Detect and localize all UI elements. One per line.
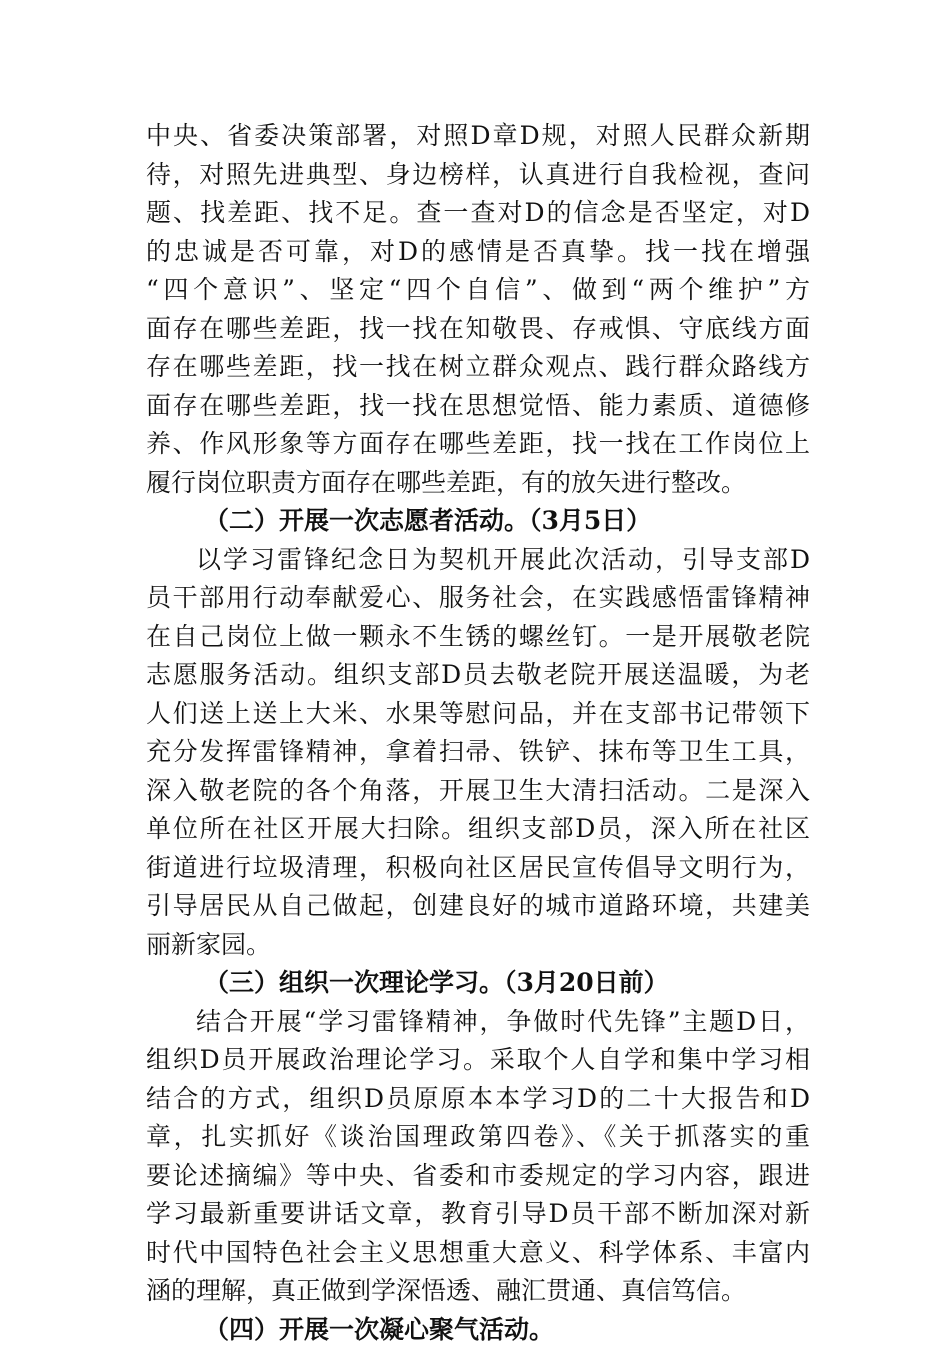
body-line: 充分发挥雷锋精神，拿着扫帚、铁铲、抹布等卫生工具， xyxy=(146,733,810,772)
body-line: 题、找差距、找不足。查一查对D的信念是否坚定，对D xyxy=(146,194,810,233)
body-line: 人们送上送上大米、水果等慰问品，并在支部书记带领下 xyxy=(146,695,810,734)
body-line: 引导居民从自己做起，创建良好的城市道路环境，共建美 xyxy=(146,887,810,926)
section-heading-3: （三）组织一次理论学习。（3月20日前） xyxy=(146,964,810,1003)
body-line: 面存在哪些差距，找一找在思想觉悟、能力素质、道德修 xyxy=(146,387,810,426)
body-line: 待，对照先进典型、身边榜样，认真进行自我检视，查问 xyxy=(146,156,810,195)
body-line: 结合的方式，组织D员原原本本学习D的二十大报告和D xyxy=(146,1080,810,1119)
body-line: 养、作风形象等方面存在哪些差距，找一找在工作岗位上 xyxy=(146,425,810,464)
body-line: 要论述摘编》等中央、省委和市委规定的学习内容，跟进 xyxy=(146,1157,810,1196)
body-line: 单位所在社区开展大扫除。组织支部D员，深入所在社区 xyxy=(146,810,810,849)
body-line: 章，扎实抓好《谈治国理政第四卷》、《关于抓落实的重 xyxy=(146,1118,810,1157)
body-line: 面存在哪些差距，找一找在知敬畏、存戒惧、守底线方面 xyxy=(146,310,810,349)
body-line: 存在哪些差距，找一找在树立群众观点、践行群众路线方 xyxy=(146,348,810,387)
paragraph-start-line: 以学习雷锋纪念日为契机开展此次活动，引导支部D xyxy=(146,541,810,580)
body-line: 志愿服务活动。组织支部D员去敬老院开展送温暖，为老 xyxy=(146,656,810,695)
body-line: “四个意识”、坚定“四个自信”、做到“两个维护”方 xyxy=(146,271,810,310)
body-line: 学习最新重要讲话文章，教育引导D员干部不断加深对新 xyxy=(146,1195,810,1234)
body-line: 街道进行垃圾清理，积极向社区居民宣传倡导文明行为， xyxy=(146,849,810,888)
body-line: 时代中国特色社会主义思想重大意义、科学体系、丰富内 xyxy=(146,1234,810,1273)
body-line: 履行岗位职责方面存在哪些差距，有的放矢进行整改。 xyxy=(146,464,810,503)
body-line: 深入敬老院的各个角落，开展卫生大清扫活动。二是深入 xyxy=(146,772,810,811)
body-line: 组织D员开展政治理论学习。采取个人自学和集中学习相 xyxy=(146,1041,810,1080)
paragraph-start-line: 结合开展“学习雷锋精神，争做时代先锋”主题D日， xyxy=(146,1003,810,1042)
section-heading-2: （二）开展一次志愿者活动。（3月5日） xyxy=(146,502,810,541)
body-line: 员干部用行动奉献爱心、服务社会，在实践感悟雷锋精神 xyxy=(146,579,810,618)
body-line: 丽新家园。 xyxy=(146,926,810,965)
body-line: 的忠诚是否可靠，对D的感情是否真挚。找一找在增强 xyxy=(146,233,810,272)
body-line: 涵的理解，真正做到学深悟透、融汇贯通、真信笃信。 xyxy=(146,1272,810,1311)
document-page xyxy=(146,117,810,1349)
section-heading-4: （四）开展一次凝心聚气活动。 xyxy=(146,1311,810,1349)
body-line: 在自己岗位上做一颗永不生锈的螺丝钉。一是开展敬老院 xyxy=(146,618,810,657)
body-line: 中央、省委决策部署，对照D章D规，对照人民群众新期 xyxy=(146,117,810,156)
